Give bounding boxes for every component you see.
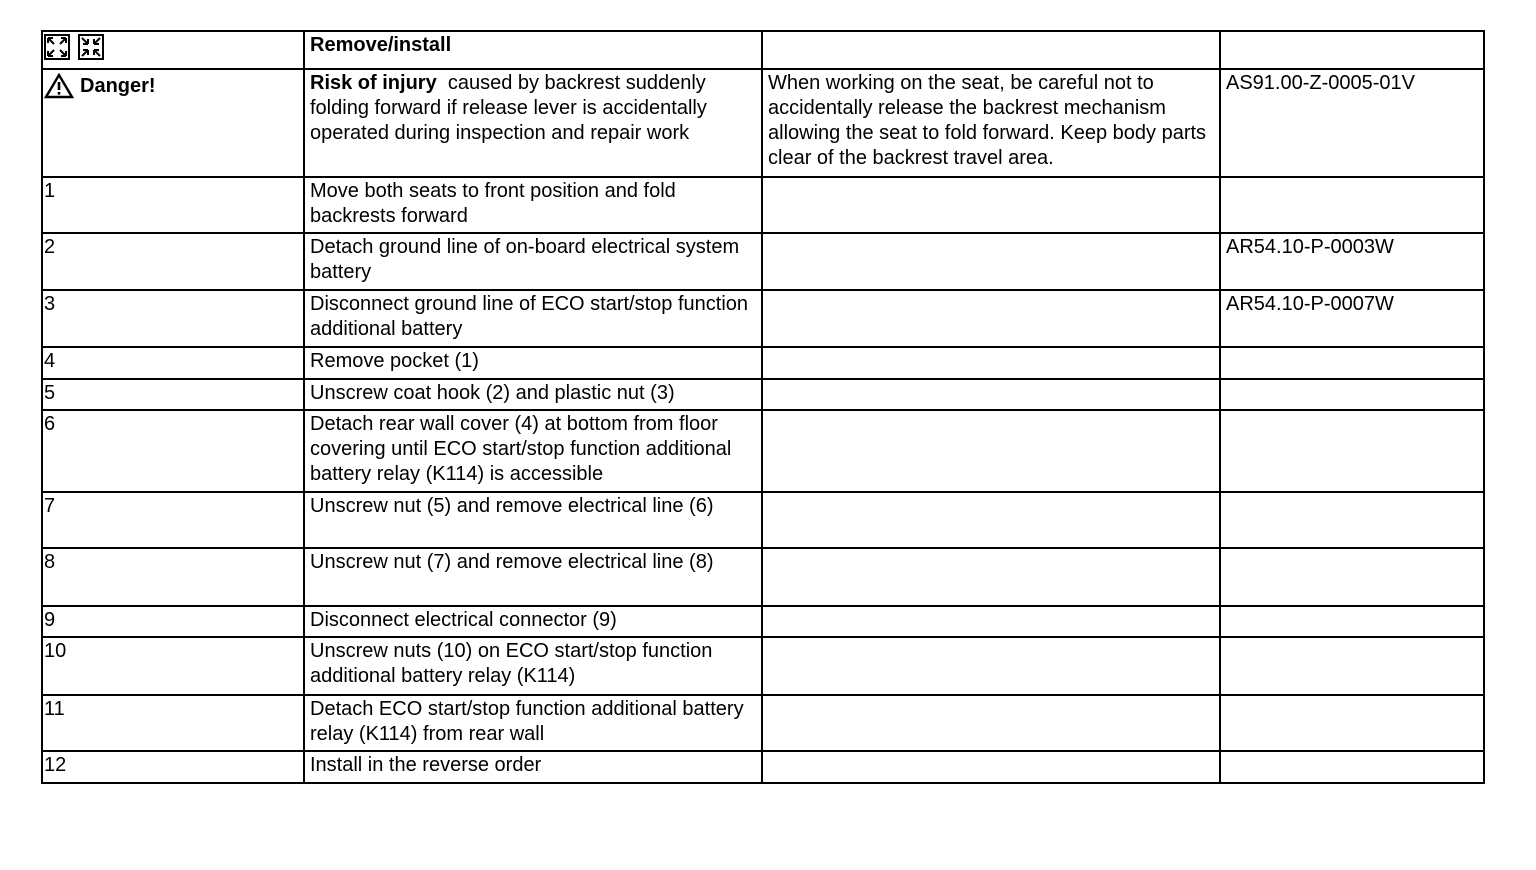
table-row xyxy=(42,233,1484,290)
table-row xyxy=(42,347,1484,379)
step-number xyxy=(42,410,304,492)
step-number xyxy=(42,492,304,548)
step-number xyxy=(42,347,304,379)
step-reference xyxy=(1220,548,1484,606)
step-text xyxy=(304,410,762,492)
table-row xyxy=(42,606,1484,637)
step-reference xyxy=(1220,637,1484,695)
step-text xyxy=(304,492,762,548)
step-reference xyxy=(1220,290,1484,347)
step-number-text: 6 xyxy=(44,413,56,435)
step-number xyxy=(42,290,304,347)
step-text-text: Unscrew nuts (10) on ECO start/stop function additional battery relay (K114) xyxy=(310,640,713,687)
risk-measure xyxy=(762,69,1220,177)
step-note xyxy=(762,492,1220,548)
step-reference xyxy=(1220,751,1484,783)
risk-title: Risk of injury xyxy=(310,72,437,94)
step-number xyxy=(42,177,304,233)
step-text xyxy=(304,695,762,751)
step-text xyxy=(304,290,762,347)
step-number-text: 4 xyxy=(44,350,56,372)
step-note xyxy=(762,233,1220,290)
table-row xyxy=(42,177,1484,233)
step-reference xyxy=(1220,233,1484,290)
header-empty-cell xyxy=(762,31,1220,69)
header-row xyxy=(42,31,1484,69)
step-number-text: 10 xyxy=(44,640,67,662)
step-text-text: Unscrew coat hook (2) and plastic nut (3) xyxy=(310,382,675,404)
step-text-text: Detach ECO start/stop function additional battery relay (K114) from rear wall xyxy=(310,698,744,745)
step-text-text: Unscrew nut (5) and remove electrical line (6) xyxy=(310,495,714,517)
step-number xyxy=(42,751,304,783)
step-reference xyxy=(1220,379,1484,410)
step-number-text: 2 xyxy=(44,236,56,258)
step-note xyxy=(762,177,1220,233)
step-number-text: 11 xyxy=(44,698,65,720)
step-text-text: Remove pocket (1) xyxy=(310,350,479,372)
step-reference xyxy=(1220,410,1484,492)
table-row xyxy=(42,290,1484,347)
danger-label: Danger! xyxy=(80,74,156,97)
step-reference xyxy=(1220,177,1484,233)
step-text-text: Detach ground line of on-board electrical system battery xyxy=(310,236,740,283)
step-number-text: 3 xyxy=(44,293,56,315)
step-text-text: Move both seats to front position and fold backrests forward xyxy=(310,180,676,227)
step-text xyxy=(304,606,762,637)
step-reference xyxy=(1220,347,1484,379)
risk-description xyxy=(304,69,762,177)
step-text xyxy=(304,751,762,783)
step-note xyxy=(762,347,1220,379)
step-note xyxy=(762,751,1220,783)
table-row xyxy=(42,410,1484,492)
danger-row xyxy=(42,69,1484,177)
step-text xyxy=(304,637,762,695)
step-text xyxy=(304,177,762,233)
step-number-text: 1 xyxy=(44,180,56,202)
header-title xyxy=(304,31,762,69)
header-empty-cell xyxy=(1220,31,1484,69)
step-text-text: Install in the reverse order xyxy=(310,754,542,776)
step-number-text: 9 xyxy=(44,609,56,631)
step-text-text: Unscrew nut (7) and remove electrical line (8) xyxy=(310,551,714,573)
step-number-text: 5 xyxy=(44,382,56,404)
step-reference-text[interactable]: AR54.10-P-0007W xyxy=(1226,293,1394,315)
step-number-text: 7 xyxy=(44,495,56,517)
step-number xyxy=(42,637,304,695)
risk-reference-link[interactable]: AS91.00-Z-0005-01V xyxy=(1226,72,1416,94)
step-number xyxy=(42,606,304,637)
expand-icon[interactable] xyxy=(44,34,70,60)
risk-reference xyxy=(1220,69,1484,177)
table-row xyxy=(42,695,1484,751)
risk-measure-text: When working on the seat, be careful not to accidentally release the backrest mechanism allowing the seat to fold forward. Keep body parts clear of the backrest travel area. xyxy=(768,72,1207,169)
table-row xyxy=(42,751,1484,783)
step-number xyxy=(42,695,304,751)
step-reference xyxy=(1220,492,1484,548)
danger-cell xyxy=(42,69,304,177)
step-note xyxy=(762,695,1220,751)
step-number xyxy=(42,548,304,606)
step-reference-text[interactable]: AR54.10-P-0003W xyxy=(1226,236,1394,258)
step-reference xyxy=(1220,695,1484,751)
table-row xyxy=(42,548,1484,606)
step-reference xyxy=(1220,606,1484,637)
table-row xyxy=(42,379,1484,410)
step-number-text: 12 xyxy=(44,754,67,776)
step-note xyxy=(762,410,1220,492)
step-number xyxy=(42,233,304,290)
warning-triangle-icon xyxy=(44,73,74,99)
step-text-text: Disconnect electrical connector (9) xyxy=(310,609,617,631)
step-number xyxy=(42,379,304,410)
step-text xyxy=(304,233,762,290)
table-row xyxy=(42,637,1484,695)
collapse-icon[interactable] xyxy=(78,34,104,60)
risk-text: caused by backrest suddenly folding forward if release lever is accidentally operated during inspection and repair work xyxy=(310,72,707,144)
step-note xyxy=(762,606,1220,637)
header-icons-cell xyxy=(42,31,304,69)
step-text xyxy=(304,379,762,410)
table-row xyxy=(42,492,1484,548)
header-title-text: Remove/install xyxy=(310,34,452,56)
step-number-text: 8 xyxy=(44,551,56,573)
procedure-table xyxy=(41,30,1485,784)
step-note xyxy=(762,548,1220,606)
step-text xyxy=(304,548,762,606)
step-text-text: Disconnect ground line of ECO start/stop function additional battery xyxy=(310,293,749,340)
step-note xyxy=(762,637,1220,695)
step-text xyxy=(304,347,762,379)
step-note xyxy=(762,290,1220,347)
step-text-text: Detach rear wall cover (4) at bottom from floor covering until ECO start/stop function additional battery relay (K114) is accessible xyxy=(310,413,732,485)
step-note xyxy=(762,379,1220,410)
